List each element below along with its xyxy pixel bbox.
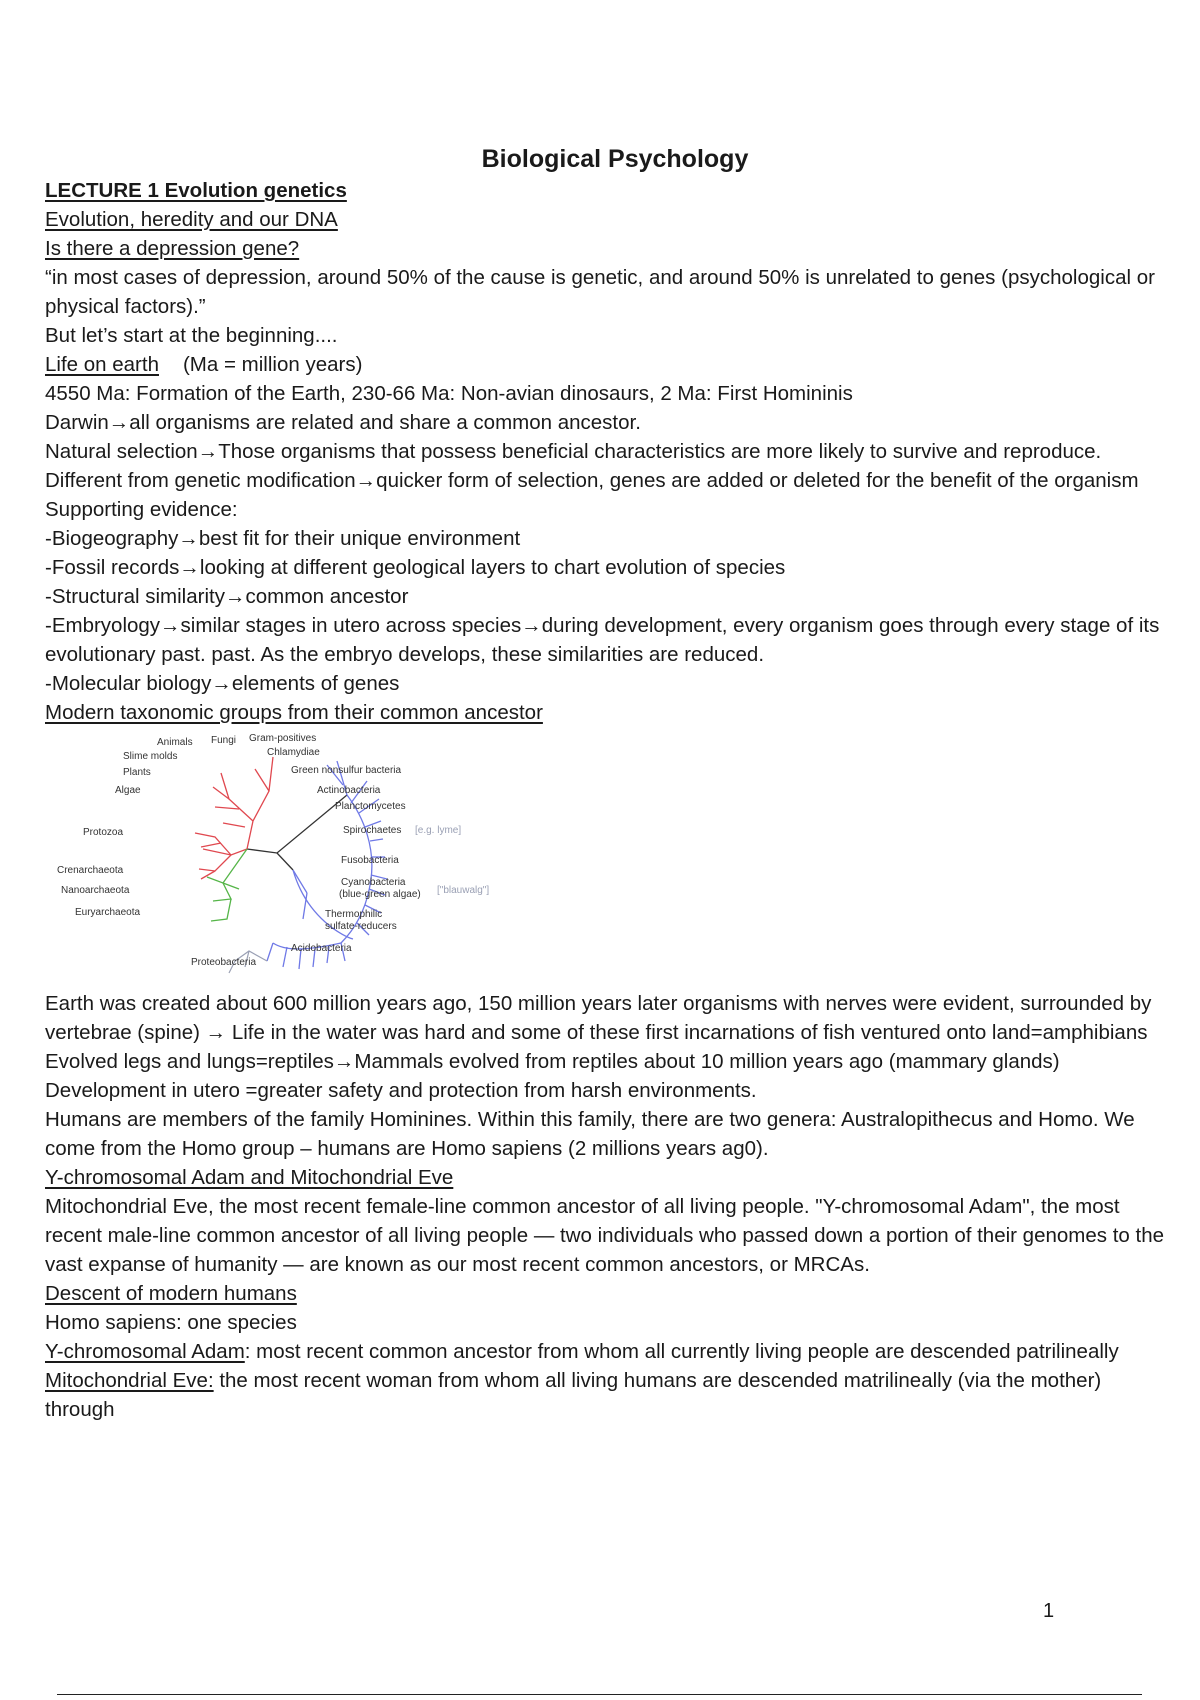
evidence-item: -Embryology→similar stages in utero across species→during development, every organism goes through every stage of its evolutionary past. past. As the embryo develops, these similarities are reduced. xyxy=(45,614,1160,666)
evidence-item: -Structural similarity→common ancestor xyxy=(45,585,409,608)
phylogenetic-tree xyxy=(45,729,555,987)
tree-label-cyanobacteria: Cyanobacteria xyxy=(341,877,406,888)
eukaryota-clade xyxy=(195,757,273,879)
section-heading-taxonomy: Modern taxonomic groups from their common ancestor xyxy=(45,701,543,724)
section-heading-evolution: Evolution, heredity and our DNA xyxy=(45,208,338,231)
tree-label-animals: Animals xyxy=(157,737,193,748)
page-title: Biological Psychology xyxy=(481,145,749,173)
eve-term: Mitochondrial Eve: xyxy=(45,1369,214,1392)
tree-label-proteobacteria: Proteobacteria xyxy=(191,957,257,968)
tree-root-branch xyxy=(277,853,293,870)
adam-definition: : most recent common ancestor from whom all currently living people are descended patrilineally xyxy=(244,1340,1119,1363)
tree-note-lyme: [e.g. lyme] xyxy=(415,825,462,836)
section-heading-life: Life on earth xyxy=(45,353,159,376)
depression-quote: “in most cases of depression, around 50% of the cause is genetic, and around 50% is unrelated to genes (psychological or physical factors).” xyxy=(45,266,1155,318)
tree-label-crenarchaeota: Crenarchaeota xyxy=(57,865,124,876)
tree-label-protozoa: Protozoa xyxy=(83,827,124,838)
darwin-text: Darwin→all organisms are related and share a common ancestor. xyxy=(45,411,641,434)
tree-label-thermophilic: Thermophilic xyxy=(325,909,383,920)
tree-label-nanoarchaeota: Nanoarchaeota xyxy=(61,885,130,896)
evidence-item: -Biogeography→best fit for their unique environment xyxy=(45,527,521,550)
tree-label-spirochaetes: Spirochaetes xyxy=(343,825,402,836)
section-heading-adam-eve: Y-chromosomal Adam and Mitochondrial Eve xyxy=(45,1166,454,1189)
adam-eve-paragraph: Mitochondrial Eve, the most recent female-line common ancestor of all living people. "Y-chromosomal Adam", the most recent male-line common ancestor of all living people — two individuals who passed down a portion of their genomes to the vast expanse of humanity — are known as our most recent common ancestors, or MRCAs. xyxy=(45,1195,1165,1276)
species-text: Homo sapiens: one species xyxy=(45,1311,297,1334)
tree-label-plants: Plants xyxy=(123,767,151,778)
tree-label-algae: Algae xyxy=(115,785,141,796)
tree-label-planctomycetes: Planctomycetes xyxy=(335,801,406,812)
adam-term: Y-chromosomal Adam xyxy=(45,1340,245,1363)
tree-label-fusobacteria: Fusobacteria xyxy=(341,855,399,866)
tree-label-euryarchaeota: Euryarchaeota xyxy=(75,907,141,918)
earth-paragraph: Earth was created about 600 million years ago, 150 million years later organisms with nerves were evident, surrounded by vertebrae (spine) → Life in the water was hard and some of these first incarnations of fish ventured onto land=amphibians xyxy=(45,992,1152,1044)
adam-eve-definitions xyxy=(45,1337,1170,1424)
footer-divider xyxy=(57,1694,1142,1695)
tree-label-gram-positives: Gram-positives xyxy=(249,733,317,744)
tree-label-slime-molds: Slime molds xyxy=(123,751,178,762)
evidence-item: -Fossil records→looking at different geological layers to chart evolution of species xyxy=(45,556,786,579)
tree-note-blauwalg: ["blauwalg"] xyxy=(437,885,490,896)
tree-label-actinobacteria: Actinobacteria xyxy=(317,785,381,796)
tree-label-green-nonsulfur: Green nonsulfur bacteria xyxy=(291,765,402,776)
humans-paragraph: Humans are members of the family Hominines. Within this family, there are two genera: Australopithecus and Homo. We come from the Homo group – humans are Homo sapiens (2 millions years ag0). xyxy=(45,1108,1135,1160)
tree-label-fungi: Fungi xyxy=(211,735,237,746)
phylogenetic-tree-figure xyxy=(45,729,555,987)
page-number: 1 xyxy=(1043,1600,1055,1622)
life-note: (Ma = million years) xyxy=(182,353,363,376)
beginning-text: But let’s start at the beginning.... xyxy=(45,324,338,347)
section-heading-descent: Descent of modern humans xyxy=(45,1282,297,1305)
lecture-heading: LECTURE 1 Evolution genetics xyxy=(45,179,347,202)
section-heading-depression: Is there a depression gene? xyxy=(45,237,300,260)
tree-label-blue-green-algae: (blue-green algae) xyxy=(339,889,421,900)
genetic-modification-text: Different from genetic modification→quicker form of selection, genes are added or deleted for the benefit of the organism xyxy=(45,469,1139,492)
natural-selection-text: Natural selection→Those organisms that possess beneficial characteristics are more likely to survive and reproduce. xyxy=(45,440,1102,463)
legs-paragraph: Evolved legs and lungs=reptiles→Mammals evolved from reptiles about 10 million years ago (mammary glands) xyxy=(45,1050,1060,1073)
supporting-evidence-label: Supporting evidence: xyxy=(45,498,238,521)
tree-label-chlamydiae: Chlamydiae xyxy=(267,747,320,758)
document-body xyxy=(45,176,1170,1424)
utero-paragraph: Development in utero =greater safety and protection from harsh environments. xyxy=(45,1079,757,1102)
evidence-item: -Molecular biology→elements of genes xyxy=(45,672,400,695)
timeline-text: 4550 Ma: Formation of the Earth, 230-66 Ma: Non-avian dinosaurs, 2 Ma: First Homininis xyxy=(45,382,853,405)
eve-definition: the most recent woman from whom all living humans are descended matrilineally (via the mother) through xyxy=(45,1369,1102,1421)
tree-label-acidobacteria: Acidobacteria xyxy=(291,943,352,954)
tree-label-sulfate-reducers: sulfate-reducers xyxy=(325,921,397,932)
